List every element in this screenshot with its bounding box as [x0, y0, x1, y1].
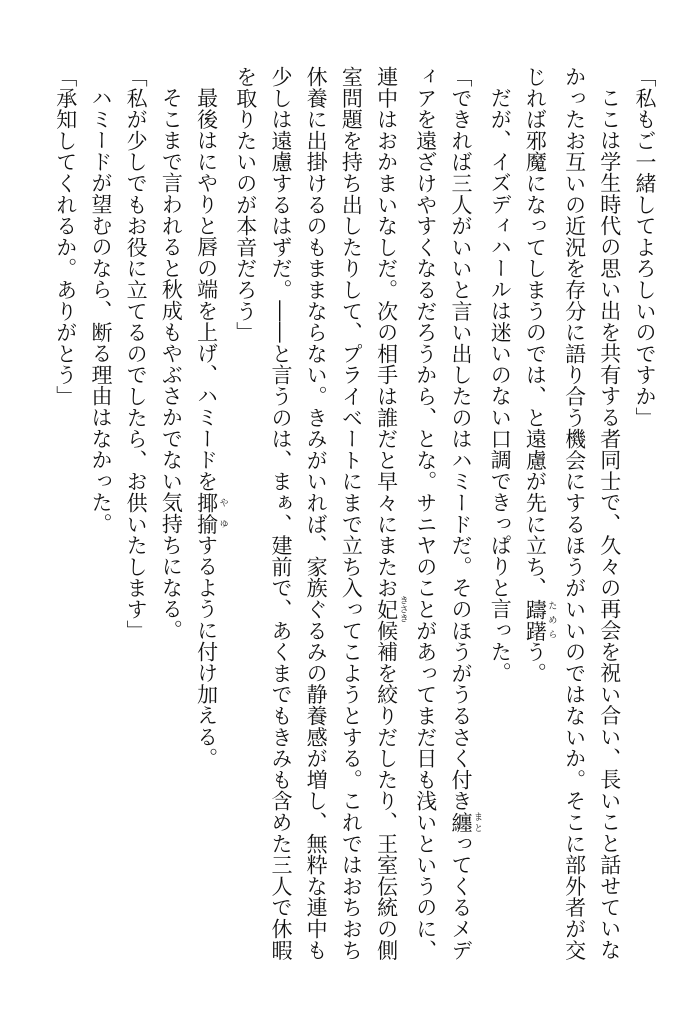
line-text-after: う。 [523, 641, 548, 684]
line-text-after: するように付け加える。 [194, 534, 219, 769]
text-line [408, 66, 443, 966]
text-line [228, 66, 263, 966]
line-text: だが、イズディハールは迷いのない口調できっぱりと言った。 [488, 87, 513, 684]
line-text-after: ってくるメデ [448, 832, 473, 961]
line-text: 休養に出掛けるのもままならない。きみがいれば、家族ぐるみの静養感が増し、無粋な連中も [304, 66, 329, 961]
text-line [48, 66, 83, 966]
text-line [118, 66, 153, 966]
line-text: 少しは遠慮するはずだ。――と言うのは、まぁ、建前で、あくまでもきみも含めた三人で休暇 [268, 66, 293, 961]
text-line [263, 66, 298, 966]
text-line [482, 66, 517, 966]
text-line [188, 66, 227, 966]
line-text: を取りたいのが本音だろう」 [233, 66, 258, 343]
ruby-reading: やゆ [217, 491, 228, 535]
ruby-word [448, 811, 482, 833]
ruby-word [523, 598, 557, 642]
line-text-after: 候補を絞りだしたり、王室伝統の側 [374, 619, 399, 961]
ruby-word [374, 595, 408, 623]
ruby-reading: ためら [546, 598, 557, 642]
text-line [333, 66, 368, 966]
text-line [83, 66, 118, 966]
line-text: ここは学生時代の思い出を共有する者同士で、久々の再会を祝い合い、長いこと話せていな [597, 87, 622, 961]
text-line [627, 66, 662, 966]
line-text: 最後はにやりと唇の端を上げ、ハミードを [194, 87, 219, 492]
text-line [368, 66, 407, 966]
ruby-word [194, 491, 228, 535]
line-text: じれば邪魔になってしまうのでは、と遠慮が先に立ち、 [523, 66, 548, 599]
text-line [556, 66, 591, 966]
line-text: 「できれば三人がいいと言い出したのはハミードだ。そのほうがうるさく付き [448, 66, 473, 812]
ruby-base: 妃 [374, 595, 399, 623]
line-text: 「私もご一緒してよろしいのですか」 [633, 66, 657, 429]
text-line [517, 66, 556, 966]
ruby-base: 揶揄 [194, 491, 219, 535]
line-text: ハミードが望むのなら、断る理由はなかった。 [88, 87, 113, 535]
ruby-base: 纏 [448, 811, 473, 833]
line-text: 室問題を持ち出したりして、プライベートにまで立ち入ってこようとする。これではおちおち [339, 66, 364, 961]
text-line [298, 66, 333, 966]
line-text: ィアを遠ざけやすくなるだろうから、とな。サニヤのことがあってまだ日も浅いというのに、 [413, 66, 438, 961]
line-text: かったお互いの近況を存分に語り合う機会にするほうがいいのではないか。そこに部外者が交 [562, 66, 587, 961]
line-text: 「承知してくれるか。ありがとう」 [53, 66, 78, 407]
line-text: そこまで言われると秋成もやぶさかでない気持ちになる。 [159, 87, 184, 641]
ruby-base: 躊躇 [523, 598, 548, 642]
vertical-text-block [22, 66, 662, 966]
line-text: 連中はおかまいなしだ。次の相手は誰だと早々にまたお [374, 66, 399, 599]
ruby-reading: まと [471, 811, 482, 833]
ruby-reading: きさき [397, 595, 408, 623]
text-line [592, 66, 627, 966]
line-text: 「私が少しでもお役に立てるのでしたら、お供いたします」 [124, 66, 149, 642]
text-line [443, 66, 482, 966]
text-line [153, 66, 188, 966]
